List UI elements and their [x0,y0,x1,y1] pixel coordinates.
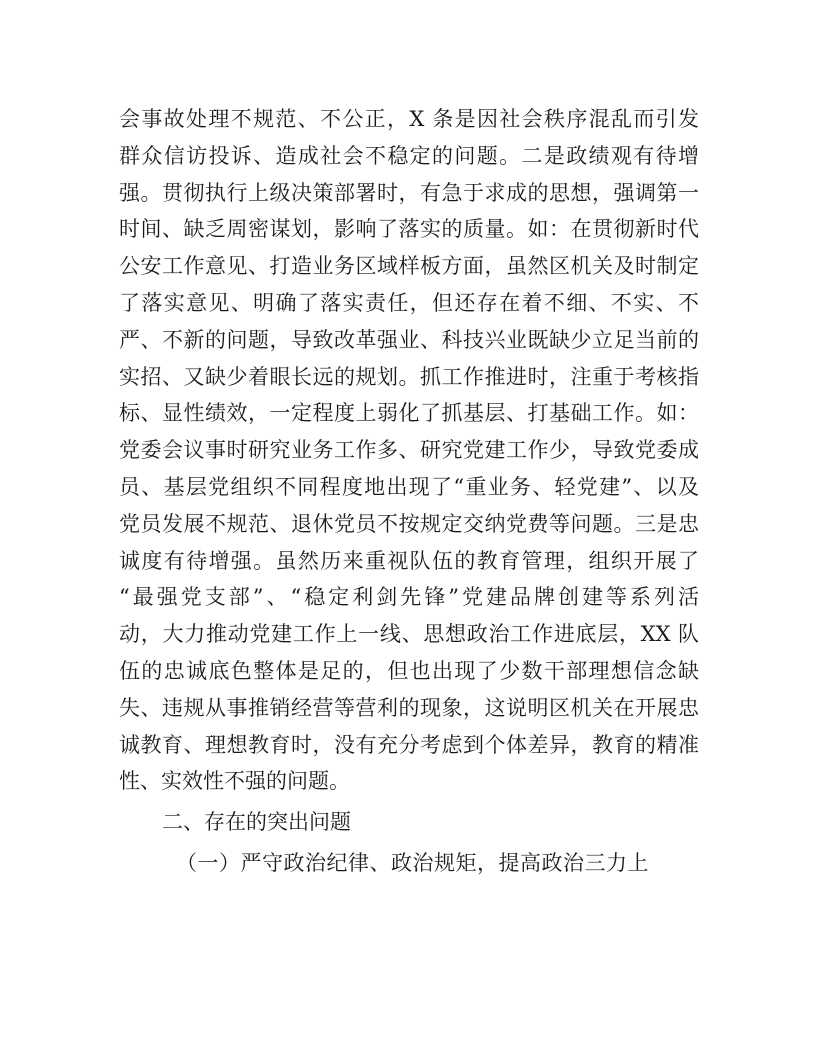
paragraph-line: 时间、缺乏周密谋划，影响了落实的质量。如：在贯彻新时代 [119,217,699,242]
paragraph-line: 诚教育、理想教育时，没有充分考虑到个体差异，教育的精准 [119,732,699,757]
paragraph-line: 公安工作意见、打造业务区域样板方面，虽然区机关及时制定 [119,254,699,279]
paragraph-line: 伍的忠诚底色整体是足的，但也出现了少数干部理想信念缺 [119,659,699,683]
paragraph-line: 会事故处理不规范、不公正，X 条是因社会秩序混乱而引发 [119,107,699,131]
paragraph-line-last: 性、实效性不强的问题。 [119,769,350,794]
section-heading: 二、存在的突出问题 [162,810,351,835]
paragraph-line: 群众信访投诉、造成社会不稳定的问题。二是政绩观有待增 [119,143,699,168]
paragraph-line: 实招、又缺少着眼长远的规划。抓工作推进时，注重于考核指 [119,364,699,389]
paragraph-line: 强。贯彻执行上级决策部署时，有急于求成的思想，强调第一 [119,180,699,205]
paragraph-line: 标、显性绩效，一定程度上弱化了抓基层、打基础工作。如： [119,401,699,426]
subsection-heading: （一）严守政治纪律、政治规矩，提高政治三力上 [176,851,649,875]
paragraph-line: 诚度有待增强。虽然历来重视队伍的教育管理，组织开展了 [119,548,699,573]
paragraph-line: 党委会议事时研究业务工作多、研究党建工作少，导致党委成 [119,438,699,463]
paragraph-line: 严、不新的问题，导致改革强业、科技兴业既缺少立足当前的 [119,327,699,352]
paragraph-line: 员、基层党组织不同程度地出现了“重业务、轻党建”、以及 [119,475,699,499]
paragraph-line: 动，大力推动党建工作上一线、思想政治工作进底层，XX 队 [119,622,699,647]
paragraph-line: 党员发展不规范、退休党员不按规定交纳党费等问题。三是忠 [119,511,699,536]
paragraph-line: 了落实意见、明确了落实责任，但还存在着不细、不实、不 [119,291,699,315]
paragraph-line: “最强党支部”、“稳定利剑先锋”党建品牌创建等系列活 [119,585,699,610]
paragraph-line: 失、违规从事推销经营等营利的现象，这说明区机关在开展忠 [119,695,699,720]
